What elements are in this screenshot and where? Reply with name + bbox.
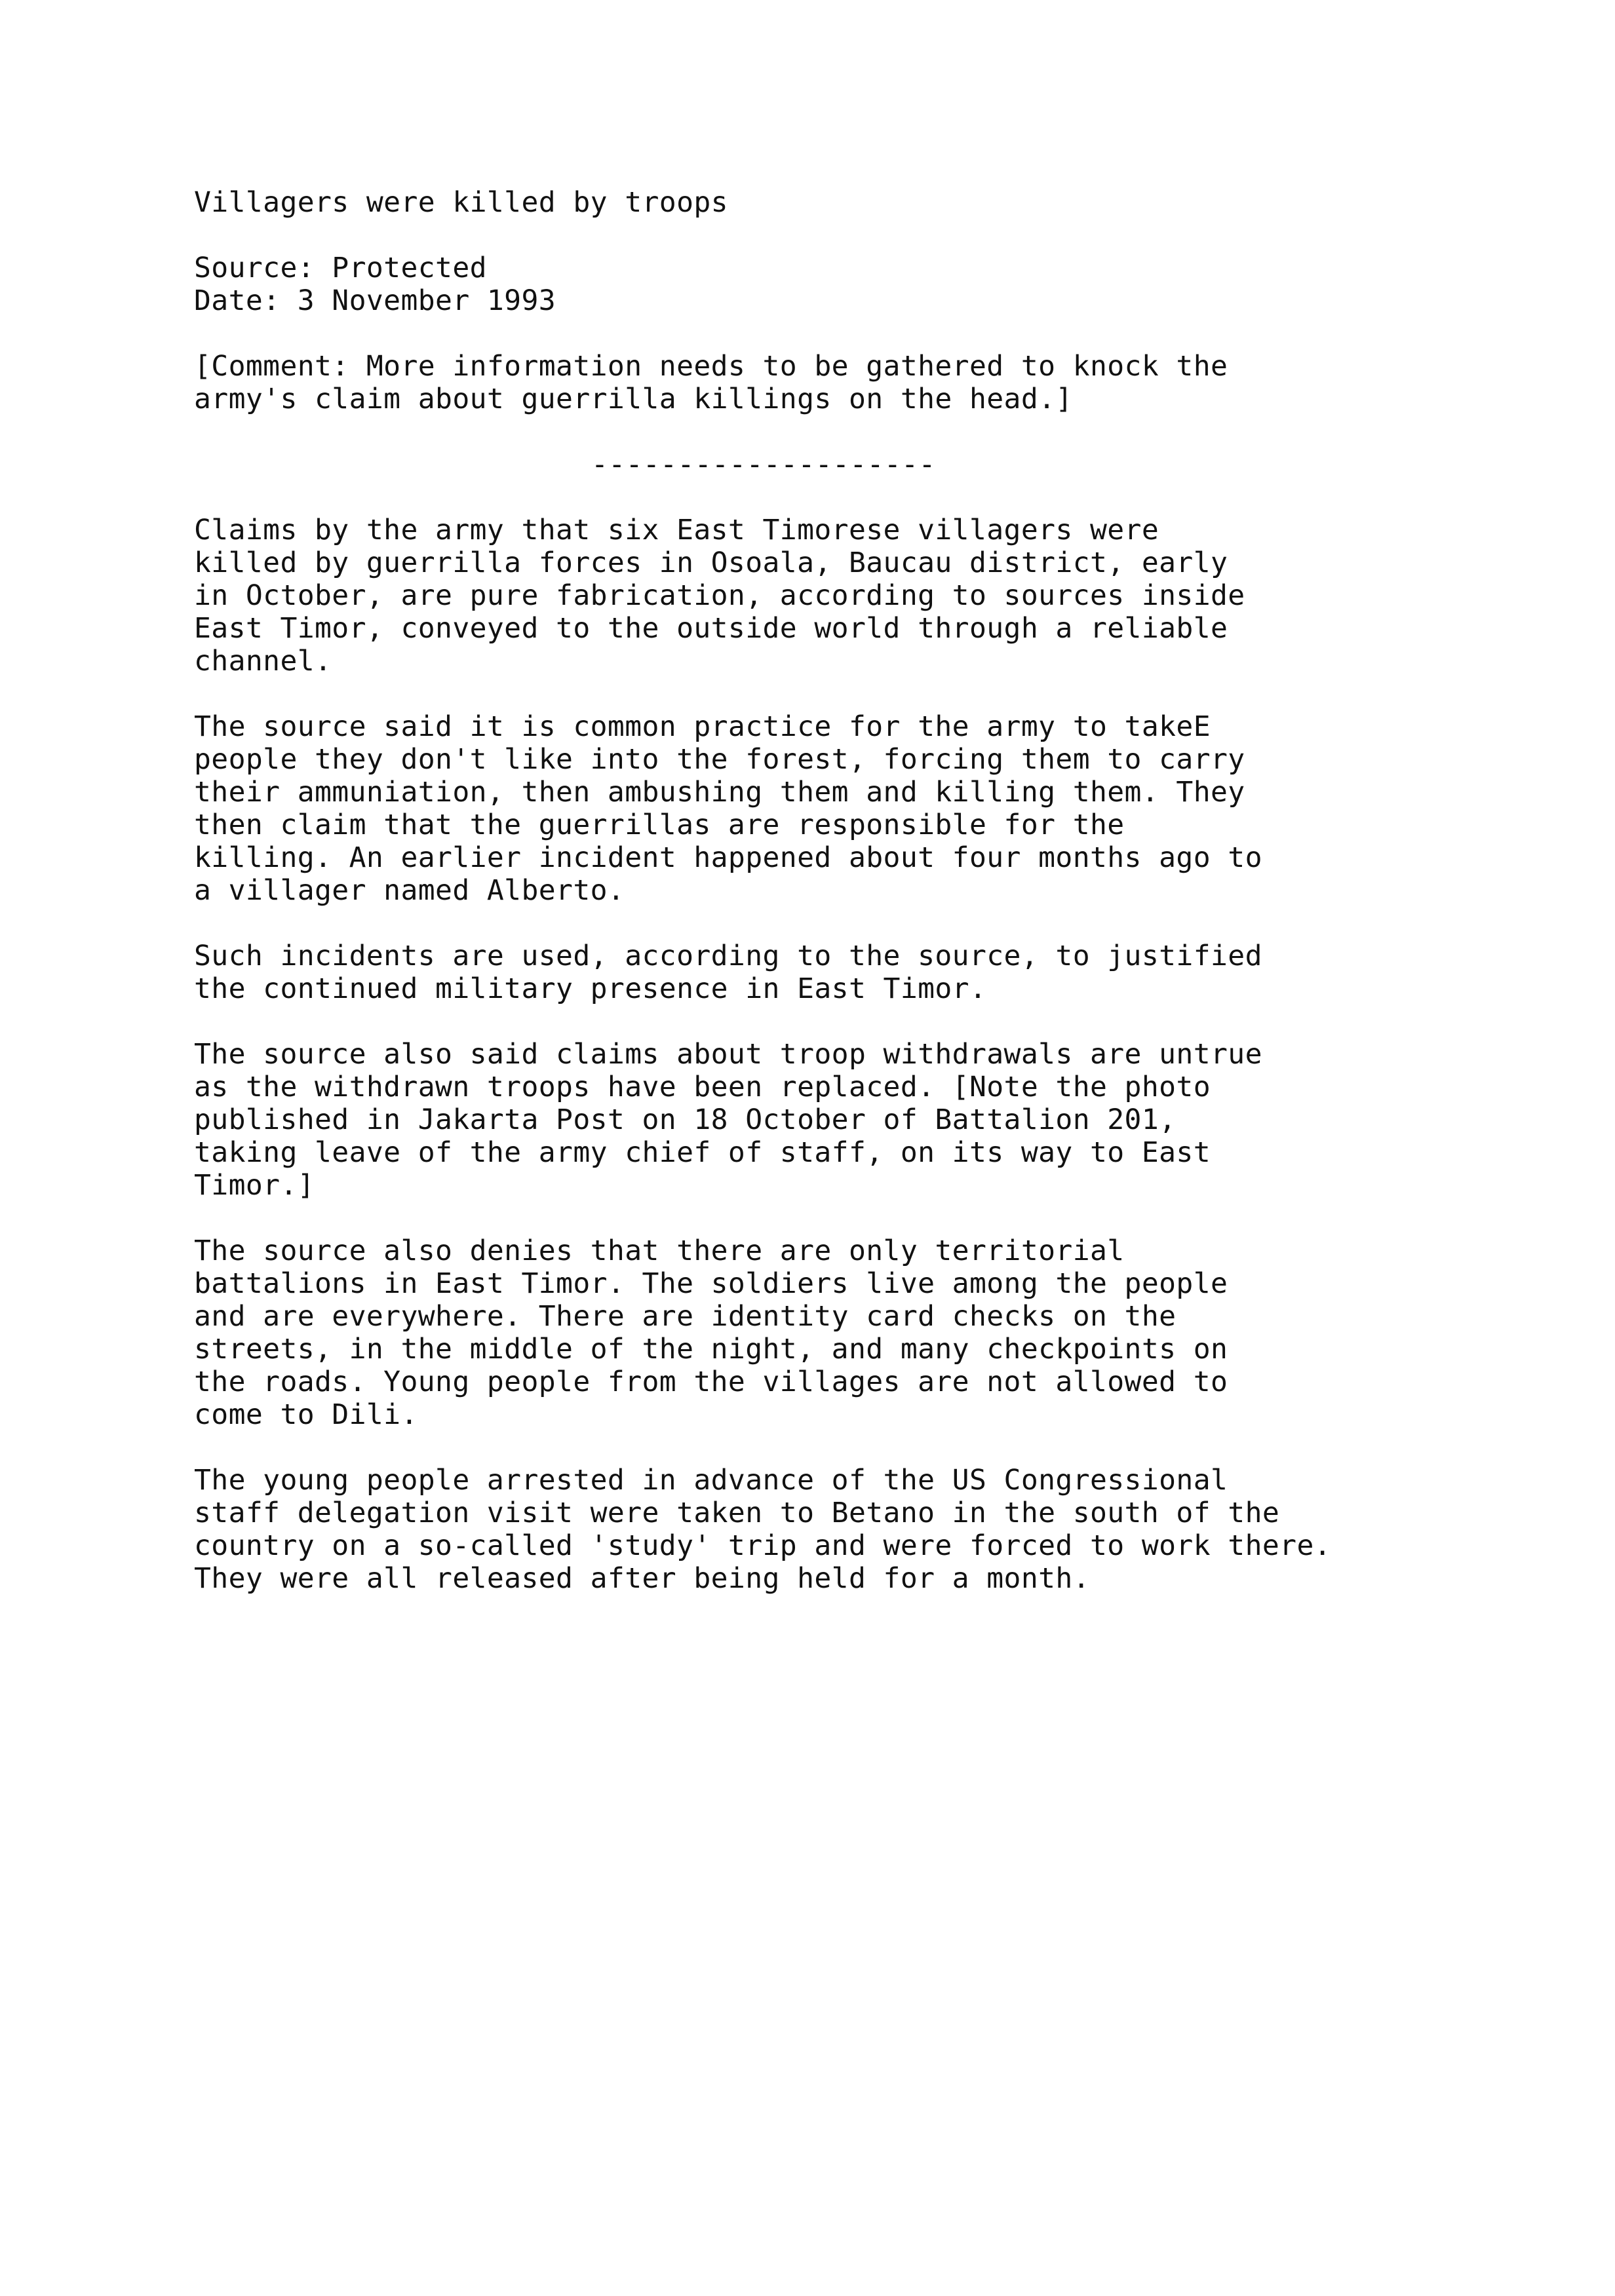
comment-note: [Comment: More information needs to be gathered to knock the army's claim about guerrilla killings on the head.]	[194, 350, 1228, 415]
paragraph-3: Such incidents are used, according to the source, to justified the continued military presence in East Timor.	[194, 940, 1262, 1005]
document-meta	[194, 252, 556, 317]
paragraph-5: The source also denies that there are only territorial battalions in East Timor. The soldiers live among the people and are everywhere. There are identity card checks on the streets, in the middle of the night, and many checkpoints on the roads. Young people from the villages are not allowed to come to Dili.	[194, 1234, 1228, 1431]
document-title: Villagers were killed by troops	[194, 186, 728, 219]
paragraph-4: The source also said claims about troop withdrawals are untrue as the withdrawn troops have been replaced. [Note the photo published in Jakarta Post on 18 October of Battalion 201, taking leave of the army chief of staff, on its way to East Timor.]	[194, 1038, 1262, 1202]
date-line: Date: 3 November 1993	[194, 284, 556, 317]
paragraph-6: The young people arrested in advance of the US Congressional staff delegation visit were taken to Betano in the south of the country on a so-called 'study' trip and were forced to work there. They were all released after being held for a month.	[194, 1464, 1332, 1595]
paragraph-2: The source said it is common practice for the army to takeE people they don't like into the forest, forcing them to carry their ammuniation, then ambushing them and killing them. They then claim that the guerrillas are responsible for the killing. An earlier incident happened about four months ago to a villager named Alberto.	[194, 710, 1262, 907]
source-line: Source: Protected	[194, 252, 487, 284]
paragraph-1: Claims by the army that six East Timorese villagers were killed by guerrilla forces in Osoala, Baucau district, early in October, are pure fabrication, according to sources inside East Timor, conveyed to the outside world through a reliable channel.	[194, 514, 1245, 678]
section-divider: --------------------	[591, 448, 936, 481]
